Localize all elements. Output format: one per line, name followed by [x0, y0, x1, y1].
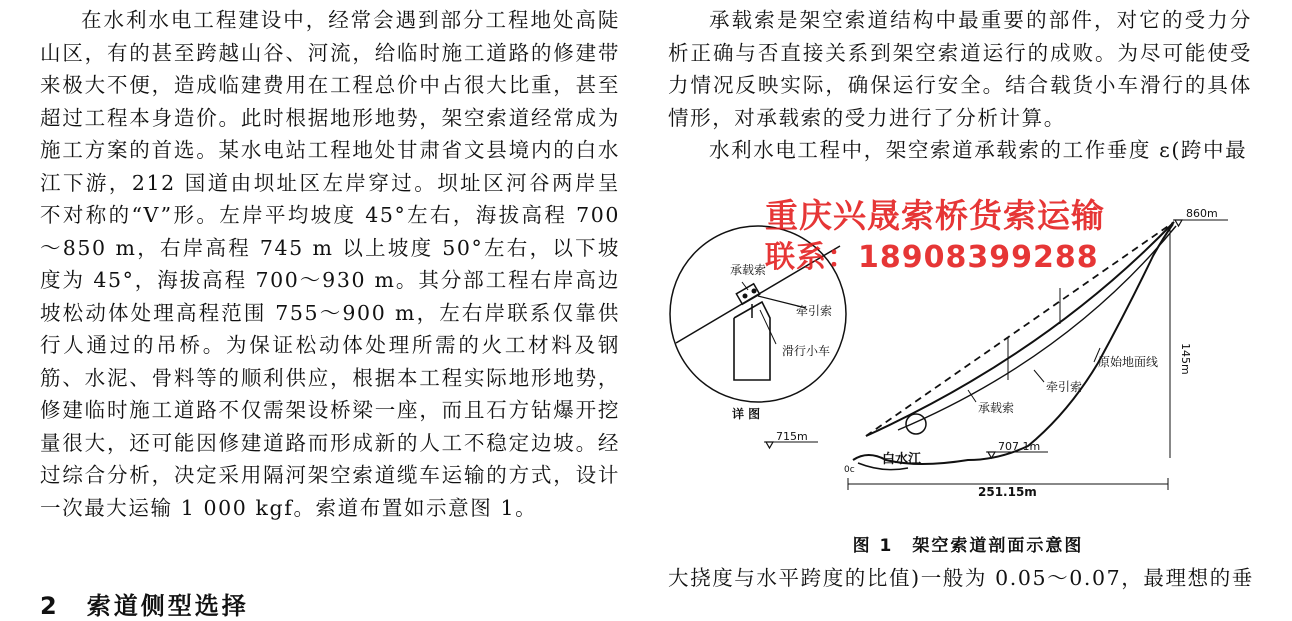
height-dimension-label: 145m: [1179, 343, 1192, 375]
traction-cable-label: 牵引索: [1046, 380, 1083, 394]
detail-trolley-label: 滑行小车: [782, 344, 831, 358]
elev-left-marker: [766, 442, 773, 448]
sag-paragraph-start: 水利水电工程中，架空索道承载索的工作垂度 ε(跨中最: [709, 138, 1248, 162]
elev-top-marker: [1175, 220, 1182, 226]
detail-wheel-2: [752, 289, 757, 294]
detail-wheel-1: [743, 294, 748, 299]
bearing-cable-label: 承载索: [978, 401, 1015, 415]
sag-paragraph-continued: 大挠度与水平跨度的比值)一般为 0.05～0.07，最理想的垂: [668, 566, 1254, 590]
detail-traction-cable-label: 牵引索: [796, 304, 833, 318]
watermark-company: 重庆兴晟索桥货索运输: [765, 196, 1105, 235]
small-mark-label: 0c: [844, 465, 855, 475]
detail-pulley: [736, 284, 759, 304]
elev-left-label: 715m: [776, 430, 808, 443]
elev-top-label: 860m: [1186, 207, 1218, 220]
original-ground-label: 原始地面线: [1098, 355, 1159, 369]
river-label: 白水江: [882, 452, 922, 467]
elev-bottom-label: 707.1m: [998, 440, 1041, 453]
watermark-phone: 联系：18908399288: [765, 240, 1099, 275]
bearing-cable-paragraph: 承载索是架空索道结构中最重要的部件，对它的受力分析正确与否直接关系到架空索道运行的成败。为尽可能使受力情况反映实际，确保运行安全。结合载货小车滑行的具体情形，对承载索的受力进行了分析计算。: [668, 8, 1252, 130]
left-column: [40, 4, 620, 524]
intro-paragraph: 在水利水电工程建设中，经常会遇到部分工程地处高陡山区，有的甚至跨越山谷、河流，给临时施工道路的修建带来极大不便，造成临建费用在工程总价中占很大比重，甚至超过工程本身造价。此时根据地形地势，架空索道经常成为施工方案的首选。某水电站工程地处甘肃省文县境内的白水江下游，212 国道由坝址区左岸穿过。坝址区河谷两岸呈不对称的“V”形。左岸平均坡度 45°左右，海拔高程 700～850 m，右岸高程 745 m 以上坡度 50°左右，以下坡度为 45°，海拔高程 700～930 m。其分部工程右岸高边坡松动体处理高程范围 755～900 m，左右岸联系仅靠供行人通过的吊桥。为保证松动体处理所需的火工材料及钢筋、水泥、骨料等的顺利供应，根据本工程实际地形地势，修建临时施工道路不仅需架设桥梁一座，而且石方钻爆开挖量很大，还可能因修建道路而形成新的人工不稳定边坡。经过综合分析，决定采用隔河架空索道缆车运输的方式，设计一次最大运输 1 000 kgf。索道布置如示意图 1。: [40, 8, 620, 520]
span-dimension-label: 251.15m: [978, 485, 1037, 498]
detail-bearing-cable-label: 承载索: [730, 263, 767, 277]
contact-watermark: [765, 196, 1105, 278]
trolley-circle: [906, 414, 926, 434]
detail-view-label: 详 图: [732, 407, 761, 421]
right-column: [668, 4, 1252, 167]
figure-caption: 图 1 架空索道剖面示意图: [852, 536, 1084, 556]
section-heading: 2 索道侧型选择: [40, 592, 249, 620]
traction-leader: [1034, 370, 1044, 382]
